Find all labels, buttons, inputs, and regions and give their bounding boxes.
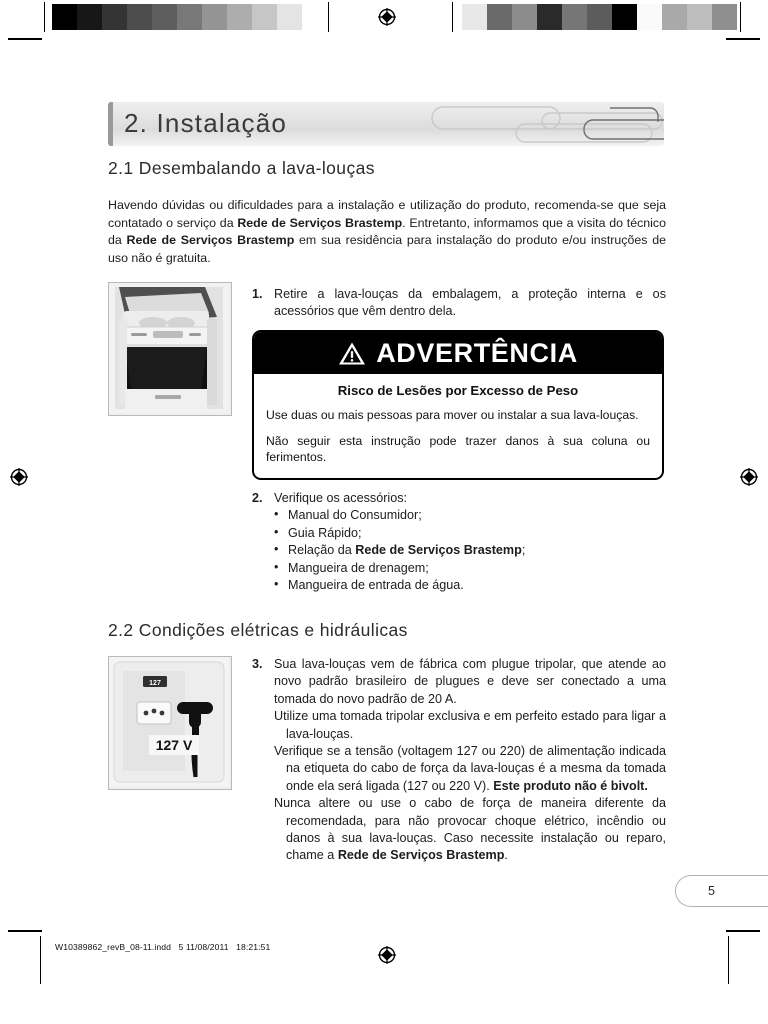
color-swatch-9	[687, 4, 712, 30]
list-item	[274, 525, 666, 542]
page-title: 2. Instalação	[124, 107, 288, 138]
warning-triangle-icon	[338, 341, 366, 366]
list-item-bold: Rede de Serviços Brastemp	[355, 543, 522, 558]
press-color-bar	[0, 0, 768, 42]
intro-text-2: . Entretanto, informamos que a visita do técnico da	[108, 215, 667, 248]
crop-tick-left	[44, 2, 45, 32]
color-swatch-1	[487, 4, 512, 30]
crop-tick-right-inner	[452, 2, 453, 32]
intro-bold-1: Rede de Serviços Brastemp	[237, 215, 403, 230]
color-swatch-4	[152, 4, 177, 30]
color-swatch-strip-right	[462, 4, 737, 30]
svg-text:127: 127	[149, 680, 161, 687]
crop-tick-bottomright	[728, 936, 729, 984]
dishwasher-photo	[108, 282, 232, 416]
color-swatch-2	[512, 4, 537, 30]
step-3-paragraph-3	[274, 743, 666, 795]
color-swatch-4	[562, 4, 587, 30]
step-1-number: 1.	[252, 287, 263, 301]
step-3-paragraph-4	[274, 795, 666, 865]
warning-header	[254, 332, 662, 374]
footer-filename-text: W10389862_revB_08-11.indd 5 11/08/2011 18:21:51	[55, 942, 271, 952]
step-3	[252, 656, 666, 865]
warning-body	[254, 374, 662, 478]
list-item	[274, 507, 666, 524]
crop-tick-left-inner	[328, 2, 329, 32]
color-swatch-0	[462, 4, 487, 30]
color-swatch-9	[277, 4, 302, 30]
page-number: 5	[708, 884, 715, 898]
list-item-text: Manual do Consumidor;	[288, 508, 422, 523]
electrical-outlet-photo	[108, 656, 232, 790]
color-swatch-3	[537, 4, 562, 30]
color-swatch-10	[712, 4, 737, 30]
color-swatch-5	[177, 4, 202, 30]
step-2	[252, 490, 666, 594]
color-swatch-0	[52, 4, 77, 30]
chapter-banner	[108, 102, 664, 146]
color-swatch-6	[202, 4, 227, 30]
list-item-text: Mangueira de entrada de água.	[288, 578, 464, 593]
list-item	[274, 542, 666, 559]
step-2-text: Verifique os acessórios:	[274, 491, 408, 505]
registration-target-icon-bottom	[374, 942, 400, 968]
trim-mark-topleft	[8, 38, 42, 40]
step-3-text: Sua lava-louças vem de fábrica com plugue tripolar, que atende ao novo padrão brasileiro de plugues e deve ser conectado a uma tomada do novo padrão de 20 A.	[274, 657, 666, 706]
step-3-p4-text: Nunca altere ou use o cabo de força de maneira diferente da recomendada, para não provocar choque elétrico, incêndio ou danos à sua lava-louças. Caso necessite instalação ou reparo, chame a	[274, 796, 666, 863]
banner-decoration-pattern	[424, 102, 664, 146]
color-swatch-1	[77, 4, 102, 30]
page-number-tab	[675, 875, 768, 907]
registration-target-icon-top	[374, 4, 400, 30]
trim-mark-topright	[726, 38, 760, 40]
warning-paragraph-2: Não seguir esta instrução pode trazer danos à sua coluna ou ferimentos.	[266, 433, 650, 464]
color-swatch-7	[227, 4, 252, 30]
step-3-p4-bold: Rede de Serviços Brastemp	[337, 848, 505, 863]
step-3-p4-tail: .	[504, 848, 508, 863]
color-swatch-7	[637, 4, 662, 30]
color-swatch-6	[612, 4, 637, 30]
svg-text:127 V: 127 V	[155, 737, 193, 753]
warning-title: ADVERTÊNCIA	[376, 337, 578, 368]
list-item-text: Relação da	[288, 543, 356, 558]
accessories-list	[252, 507, 666, 594]
trim-mark-bottomright	[726, 930, 760, 932]
step-3-p3-text: Verifique se a tensão (voltagem 127 ou 220) de alimentação indicada na etiqueta do cabo de força da lava-louças é a mesma da tomada onde ela será ligada (127 ou 220 V).	[274, 744, 666, 793]
color-swatch-8	[662, 4, 687, 30]
list-item-text: Mangueira de drenagem;	[288, 560, 429, 575]
color-swatch-strip-left	[52, 4, 327, 30]
warning-paragraph-1: Use duas ou mais pessoas para mover ou instalar a sua lava-louças.	[266, 408, 639, 422]
color-swatch-10	[302, 4, 327, 30]
section-heading-2-2: 2.2 Condições elétricas e hidráulicas	[108, 620, 408, 640]
list-item-text: Guia Rápido;	[288, 525, 362, 540]
step-3-paragraph-2: Utilize uma tomada tripolar exclusiva e em perfeito estado para ligar a lava-louças.	[274, 709, 666, 741]
step-3-p3-bold: Este produto não é bivolt.	[493, 778, 648, 793]
intro-paragraph	[108, 197, 666, 267]
step-2-number: 2.	[252, 491, 263, 505]
intro-bold-2: Rede de Serviços Brastemp	[126, 233, 295, 248]
list-item-tail: ;	[521, 543, 526, 558]
color-swatch-5	[587, 4, 612, 30]
crop-tick-bottomleft	[40, 936, 41, 984]
page-content	[0, 42, 768, 932]
crop-tick-right	[740, 2, 741, 32]
step-1-text: Retire a lava-louças da embalagem, a proteção interna e os acessórios que vêm dentro dela.	[274, 287, 666, 319]
section-heading-2-1: 2.1 Desembalando a lava-louças	[108, 158, 375, 178]
step-3-number: 3.	[252, 657, 263, 671]
color-swatch-3	[127, 4, 152, 30]
warning-subtitle: Risco de Lesões por Excesso de Peso	[337, 383, 579, 398]
color-swatch-2	[102, 4, 127, 30]
trim-mark-bottomleft	[8, 930, 42, 932]
intro-text-1: Havendo dúvidas ou dificuldades para a instalação e utilização do produto, recomenda-se que seja contatado o serviço da	[108, 198, 666, 230]
step-1	[252, 286, 666, 321]
list-item	[274, 560, 666, 577]
warning-box	[252, 330, 664, 480]
banner-accent-bar	[108, 102, 113, 146]
color-swatch-8	[252, 4, 277, 30]
list-item	[274, 577, 666, 594]
intro-text-3: em sua residência para instalação do produto e/ou instruções de uso não é gratuita.	[108, 233, 666, 265]
